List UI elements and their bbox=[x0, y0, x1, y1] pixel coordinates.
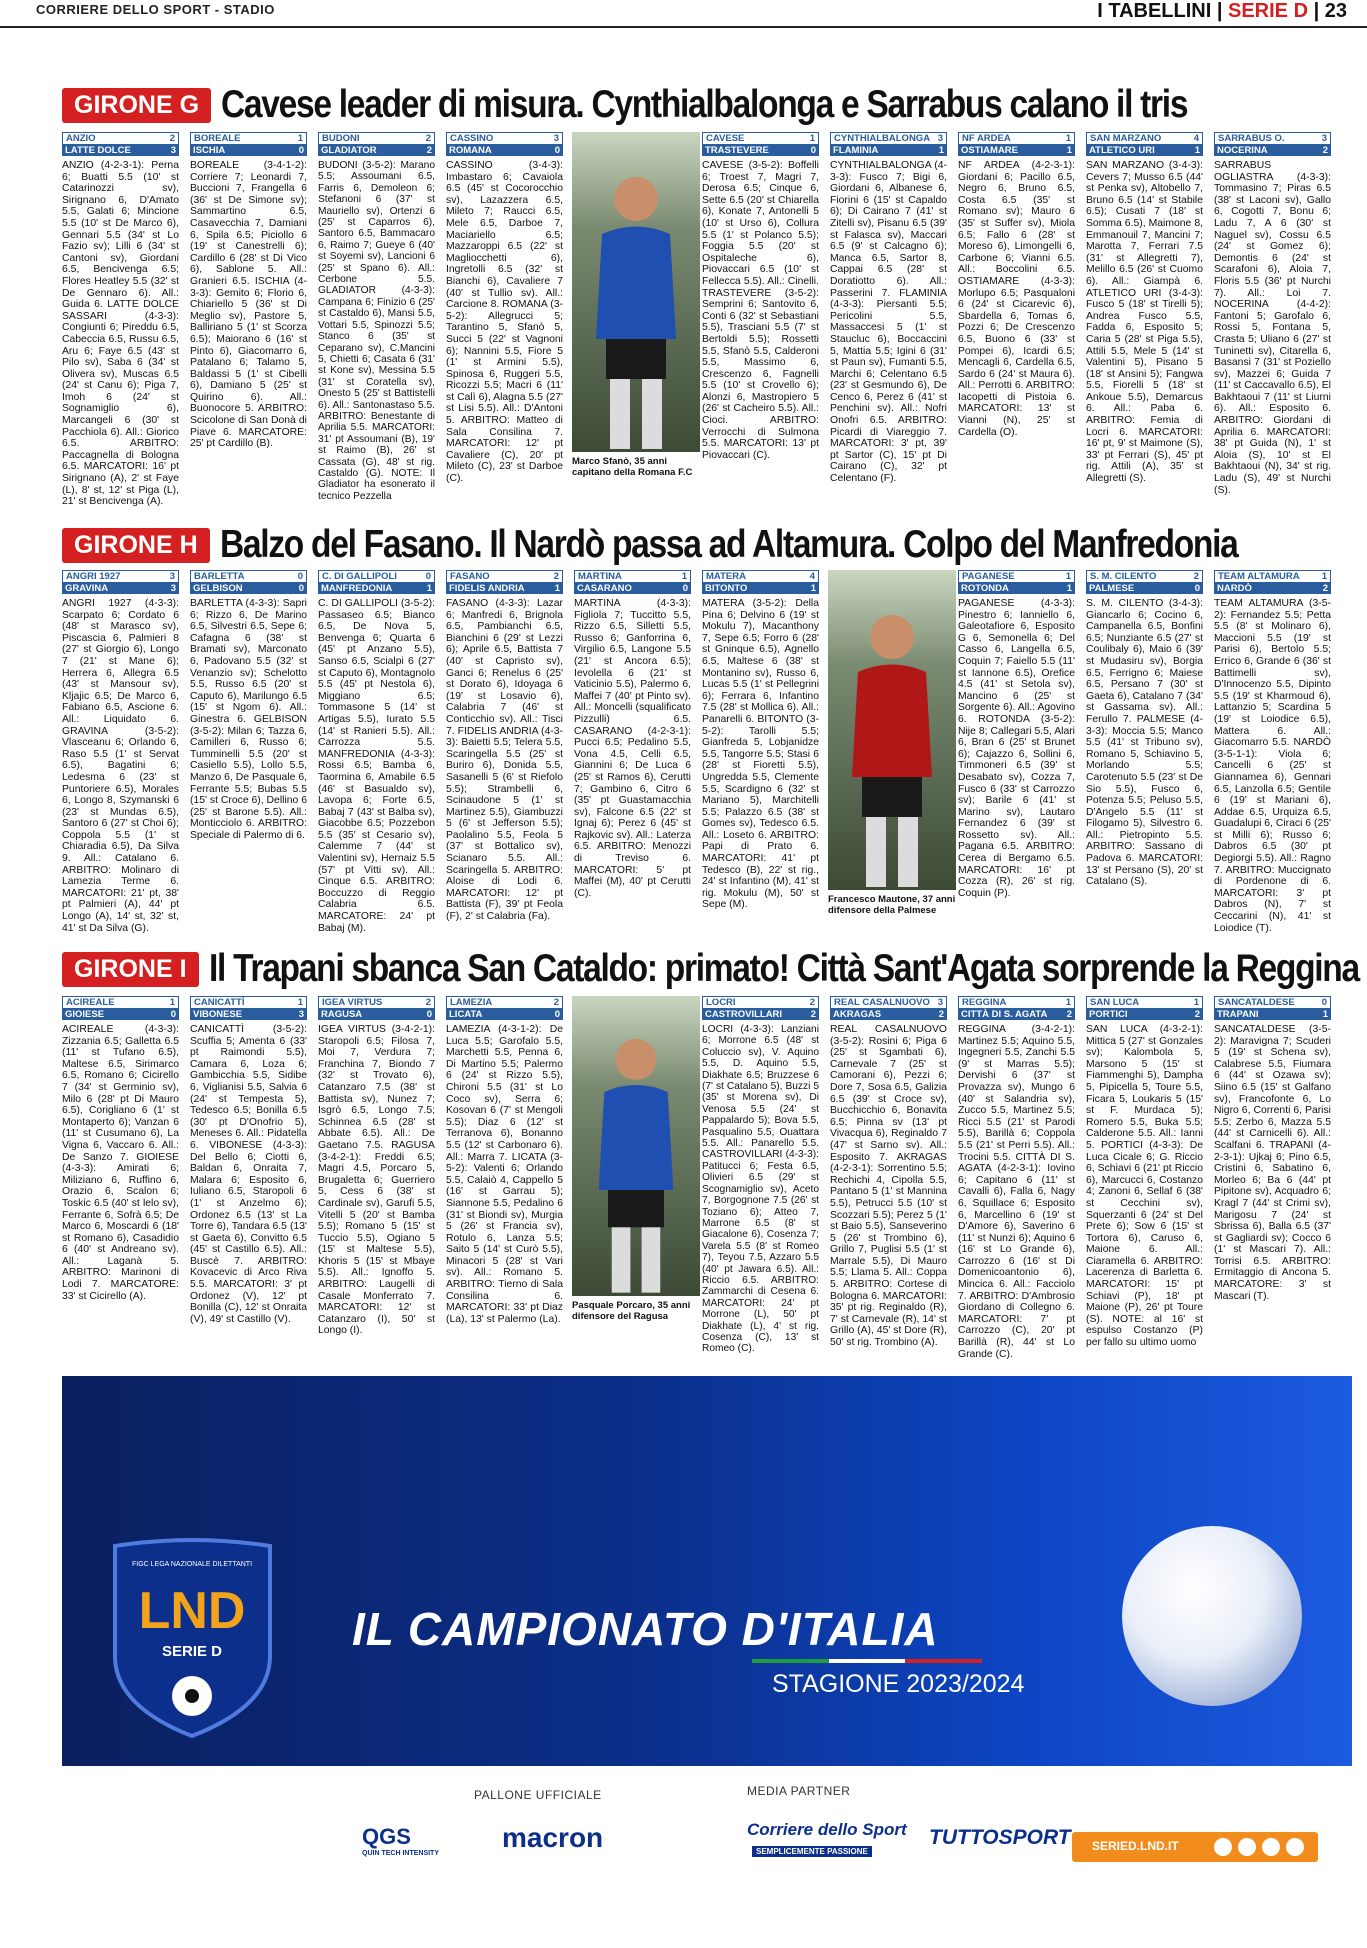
home-team: PAGANESE bbox=[962, 571, 1015, 582]
home-team: ACIREALE bbox=[66, 997, 115, 1008]
partner-label: MEDIA PARTNER bbox=[747, 1784, 851, 1798]
website-url[interactable]: SERIED.LND.IT bbox=[1092, 1839, 1179, 1853]
away-score: 0 bbox=[810, 145, 816, 156]
away-score: 1 bbox=[1066, 583, 1072, 594]
match-column bbox=[958, 996, 1075, 1360]
home-row bbox=[1086, 996, 1203, 1009]
match-column bbox=[62, 132, 179, 508]
match-column bbox=[62, 996, 179, 1302]
home-row bbox=[1214, 570, 1331, 583]
away-row bbox=[1086, 1009, 1203, 1020]
match-column bbox=[574, 570, 691, 899]
away-score: 2 bbox=[1194, 1009, 1200, 1020]
match-report: S. M. CILENTO (3-4-3): Giancarlo 6; Cocino 6, Campanella 6.5, Bonfini 6.5; Nunziante 6.5 (27' st Coulibaly 6), Maio 6 (39' st Mudasiru sv), Borgia 6.5, Ferrigno 6; Maiese 6.5, Persano 7 (30' st Gaeta 6), Catalano 7 (34' st Gassama sv). All.: Ferullo 7. PALMESE (4-3-3): Moccia 5.5; Manco 5.5 (41' st Tribuno sv), Romano 5, Schiavino 5, Morlando 5.5; Carotenuto 5.5 (23' st De Sio 5.5), Fusco 6, Potenza 5.5; Peluso 5.5, D'Angelo 5.5 (11' st Filogamo 5), Silvestro 6. All.: Pietropinto 5.5. ARBITRO: Sassano di Padova 6. MARCATORI: 13' st Persano (S), 20' st Catalano (S). bbox=[1086, 598, 1203, 888]
match-column bbox=[1086, 570, 1203, 888]
home-team: LOCRI bbox=[706, 997, 736, 1008]
section-header bbox=[62, 946, 1367, 992]
away-row bbox=[574, 583, 691, 594]
home-team: MATERA bbox=[706, 571, 746, 582]
player-photo bbox=[828, 570, 956, 916]
away-score: 0 bbox=[554, 1009, 560, 1020]
match-score bbox=[702, 996, 819, 1020]
away-row bbox=[702, 145, 819, 156]
home-row bbox=[318, 132, 435, 145]
away-team: GLADIATOR bbox=[321, 145, 377, 156]
away-team: FIDELIS ANDRIA bbox=[449, 583, 525, 594]
home-score: 4 bbox=[1193, 133, 1199, 144]
lnd-shield-logo bbox=[110, 1536, 275, 1741]
home-row bbox=[1086, 570, 1203, 583]
home-row bbox=[574, 570, 691, 583]
home-row bbox=[62, 132, 179, 145]
player-image bbox=[572, 132, 700, 452]
away-team: GIOIESE bbox=[65, 1009, 105, 1020]
match-report: LAMEZIA (4-3-1-2): De Luca 5.5; Garofalo 5.5, Marchetti 5.5, Penna 6, Di Martino 5.5; Palermo 6 (24' st Rizzo 5.5), Chironi 5.5 (31' st Lo Coco sv), Serra 6; Kosovan 6 (7' st Mengoli 5.5); Diaz 6 (12' st Terranova 6), Bonanno 5.5 (12' st Carbonaro 6). All.: Marra 7. LICATA (3-5-2): Valenti 6; Orlando 5.5, Calaiò 4, Cappello 5 (16' st Garrau 5); Siannone 5.5, Pedalino 6 (31' st Biondi sv), Murgia 5 (26' st Francia sv), Rotulo 6, Lanza 5.5; Saito 5 (14' st Curò 5.5), Minacori 5 (28' st Vari sv). All.: Romano 5. ARBITRO: Tierno di Sala Consilina 6. MARCATORI: 33' pt Diaz (La), 13' st Palermo (La). bbox=[446, 1024, 563, 1325]
match-score bbox=[1086, 132, 1203, 156]
home-row bbox=[958, 570, 1075, 583]
away-score: 2 bbox=[426, 145, 432, 156]
match-report: REGGINA (3-4-2-1): Martinez 5.5; Aquino 5.5, Ingegneri 5.5, Zanchi 5.5 (9' st Marras 5.5); Dervishi 6 (37' st Provazza sv), Mungo 6 (40' st Salandria sv), Zucco 5.5, Martinez 5.5; Ricci 5.5 (21' st Parodi 5.5), Barillà 6; Coppola 5.5 (21' st Perri 5.5). All.: Trocini 5.5. CITTÀ DI S. AGATA (4-2-3-1): Iovino 6; Capitano 6 (11' st Cavalli 6), Falla 6, Nagy 6, Squillace 6; Esposito 6, Marcellino 6 (19' st D'Amore 6), Saverino 6 (11' st Nunzi 6); Aquino 6 (16' st Lo Grande 6), Carrozzo 6 (16' st Di Domenicoantonio 6), Mincica 6. All.: Facciolo 7. ARBITRO: D'Ambrosio Giordano di Collegno 6. MARCATORI: 7' pt Carrozzo (C), 20' pt Barillà (R), 44' st Lo Grande (C). bbox=[958, 1024, 1075, 1360]
match-report: FASANO (4-3-3): Lazar 6; Manfredi 6, Brignola 6.5, Pambianchi 6.5, Bianchini 6 (29' st Lezzi 6); Aprile 6.5, Battista 7 (40' st Capristo sv), Ganci 6; Renelus 6 (25' st Dorato 6), Idoyaga 6 (19' st Losavio 6), Calabria 7 (46' st Conticchio sv). All.: Tisci 7. FIDELIS ANDRIA (4-3-3): Baietti 5.5; Telera 5.5, Scaringella 5.5 (25' st Buriro 6), Donida 5.5, Sasanelli 5 (6' st Riefolo 5.5); Strambelli 6, Scinaudone 5 (1' st Martinez 5.5), Giambuzzi 5 (6' st Jefferson 5.5); Paolalino 5.5, Feola 5 (37' st Bottalico sv), Scianaro 5.5. All.: Scaringella 5. ARBITRO: Aloise di Lodi 6. MARCATORI: 12' pt Battista (F), 39' pt Feola (F), 2' st Calabria (Fa). bbox=[446, 598, 563, 923]
match-score bbox=[446, 132, 563, 156]
home-row bbox=[190, 996, 307, 1009]
away-team: CITTÀ DI S. AGATA bbox=[961, 1009, 1048, 1020]
away-score: 0 bbox=[682, 583, 688, 594]
match-column bbox=[958, 132, 1075, 438]
home-score: 1 bbox=[1193, 997, 1199, 1008]
home-team: TEAM ALTAMURA bbox=[1218, 571, 1300, 582]
away-row bbox=[446, 1009, 563, 1020]
away-row bbox=[62, 1009, 179, 1020]
girone-label: GIRONE G bbox=[62, 88, 211, 123]
facebook-icon[interactable] bbox=[1214, 1838, 1232, 1856]
away-score: 1 bbox=[810, 583, 816, 594]
match-report: CAVESE (3-5-2): Boffelli 6; Troest 7, Magri 7, Derosa 6.5; Cinque 6, Sette 6.5 (20' st Chiarella 6), Konate 7, Antonelli 5 (10' st Urso 6), Collura 5.5 (1' st Polanco 5.5); Foggia 5.5 (20' st Ospitaleche 6), Piovaccari 6.5 (10' st Fellecca 5.5). All.: Cinelli. TRASTEVERE (3-5-2): Semprini 6; Santovito 6, Conti 6 (32' st Sebastiani 5.5), Trasciani 5.5 (7' st Bertoldi 5.5); Rossetti 5.5, Sfanò 5.5, Calderoni 5.5, Massimo 6, Crescenzo 6, Fagnelli 5.5 (10' st Crovello 6); Alonzi 6, Mastropiero 5 (26' st Cacheiro 5.5). All.: Cioci. ARBITRO: Verrocchi di Sulmona 5.5. MARCATORI: 13' pt Piovaccari (C). bbox=[702, 160, 819, 461]
match-score bbox=[62, 570, 179, 594]
home-score: 4 bbox=[809, 571, 815, 582]
away-team: FLAMINIA bbox=[833, 145, 879, 156]
home-team: SARRABUS O. bbox=[1218, 133, 1285, 144]
away-score: 3 bbox=[170, 583, 176, 594]
home-score: 1 bbox=[681, 571, 687, 582]
player-silhouette bbox=[582, 159, 690, 452]
match-report: PAGANESE (4-3-3): Pinestro 6; Ianniello 6, Galeotafiore 6, Esposito G 6, Semonella 6; Del Casso 6, Langella 6.5, Coquin 7; Faiello 5.5 (11' st Iannone 6.5), Orefice 4.5 (41' st Setola sv), Mancino 6 (25' st Sorgente 6). All.: Agovino 6. ROTONDA (3-5-2): Nije 8; Callegari 5.5, Alari 6, Bran 6 (25' st Brunet 6); Cajazzo 6, Sollini 6, Timmoneri 6.5 (39' st Desabato sv), Cozza 7, Fusco 6 (33' st Carrozzo sv); Barile 6 (41' st Marino sv), Lautaro Fernandez 6 (39' st Rossetto sv). All.: Pagana 6.5. ARBITRO: Cerea di Bergamo 6.5. MARCATORI: 16' pt Cozza (R), 26' st rig. Coquin (P). bbox=[958, 598, 1075, 899]
match-report: LOCRI (4-3-3): Lanziani 6; Morrone 6.5 (48' st Coluccio sv), V. Aquino 5.5, D. Aquino 5.5, Diakhate 6.5; Bruzzese 6 (7' st Catalano 5), Buzzi 5 (35' st Morena sv), Di Venosa 5.5 (24' st Pappalardo 5); Bova 5.5, Pasqualino 5.5, Ouattara 5.5. All.: Panarello 5.5. CASTROVILLARI (4-3-3): Patitucci 6; Festa 6.5, Olivieri 6.5 (29' st Scognamiglio sv), Aceto 7, Borgognone 7.5 (26' st Toziano 6); Atteo 7, Marrone 6.5 (8' st Giacalone 6), Cosenza 7; Varela 5.5 (8' st Romeo 7), Teyou 7.5, Azzaro 5.5 (40' pt Jawara 6.5). All.: Riccio 6.5. ARBITRO: Zammarchi di Cesena 6. MARCATORI: 24' pt Morrone (L), 50' pt Diakhate (L), 4' st rig. Cosenza (C), 13' st Romeo (C). bbox=[702, 1024, 819, 1355]
home-row bbox=[830, 996, 947, 1009]
away-team: GELBISON bbox=[193, 583, 243, 594]
away-row bbox=[190, 145, 307, 156]
home-row bbox=[830, 132, 947, 145]
ad-banner bbox=[62, 1376, 1352, 1766]
home-score: 3 bbox=[1321, 133, 1327, 144]
shield-sub-text: SERIE D bbox=[161, 1643, 223, 1660]
home-row bbox=[62, 570, 179, 583]
away-team: CASTROVILLARI bbox=[705, 1009, 783, 1020]
match-report: TEAM ALTAMURA (3-5-2): Fernandez 5.5; Petta 5.5 (8' st Molinaro 6), Maccioni 5.5 (19' st Parisi 6), Bertolo 5.5; Errico 6, Grande 6 (36' st Battimelli sv), D'Innocenzo 5.5, Dipinto 5.5 (19' st Kharmoud 6), Lattanzio 5; Scardina 5 (19' st Loiodice 6.5), Mattera 6. All.: Giacomarro 5.5. NARDÒ (3-5-1-1): Viola 6; Cancelli 6 (25' st Giannamea 6), Gennari 6.5, Lanzolla 6.5; Gentile 6 (19' st Mariani 6), Addae 6.5, Urquiza 6.5, Guadalupi 6, Ciraci 6 (25' st Milli 6); Russo 6; Dabros 6.5 (30' pt Degiorgi 5.5). All.: Ragno 7. ARBITRO: Muccignato di Pordenone di 6. MARCATORI: 3' pt Dabros (N), 7' st Ceccarini (N), 41' st Loiodice (T). bbox=[1214, 598, 1331, 934]
photo-caption: Francesco Mautone, 37 anni difensore della Palmese bbox=[828, 894, 956, 916]
away-row bbox=[318, 583, 435, 594]
away-team: AKRAGAS bbox=[833, 1009, 882, 1020]
match-report: IGEA VIRTUS (3-4-2-1): Staropoli 6.5; Filosa 7, Moi 7, Verdura 7; Franchina 7, Biondo 7 (32' st Trovato 6), Catanzaro 7.5 (38' st Battista sv), Nunez 7; Isgrò 6.5, Longo 7.5; Schinnea 6.5 (28' st Abbate 6.5). All.: De Gaetano 7.5. RAGUSA (3-4-2-1): Freddi 6.5; Magri 4.5, Porcaro 5, Brugaletta 6; Guerriero 5, Cess 6 (38' st Cardinale sv), Garufi 5.5, Vitelli 5 (20' st Bamba 5.5); Romano 5 (15' st Tuccio 5.5), Ogiano 5 (15' st Maltese 5.5), Khoris 5 (15' st Mbaye 5.5). All.: Ignoffo 5. ARBITRO: Laugelli di Casale Monferrato 7. MARCATORI: 12' st Catanzaro (I), 50' st Longo (I). bbox=[318, 1024, 435, 1337]
away-row bbox=[702, 1009, 819, 1020]
home-row bbox=[702, 570, 819, 583]
publication-header: CORRIERE DELLO SPORT - STADIO bbox=[36, 2, 275, 17]
match-report: C. DI GALLIPOLI (3-5-2): Passaseo 6.5; Bianco 6.5, De Nova 5, Benvenga 6; Quarta 6 (45' pt Anzano 5.5), Sanso 6.5, Scialpi 6 (27' st Caputo 6), Montagnolo 5.5 (45' pt Nestola 6), Miggiano 6.5; Tommasone 5 (14' st Artigas 5.5), Iurato 5.5 (14' st Ranieri 5.5). All.: Carrozza 5.5. MANFREDONIA (4-3-3): Rossi 6.5; Bamba 6, Taormina 6, Amabile 6.5 (46' st Basualdo sv), Lavopa 6; Forte 6.5, Babaj 7 (43' st Balba sv), Giacobbe 6.5; Pozzebon 5.5 (35' st Cesario sv), Calemme 7 (44' st Valentini sv), Hernaiz 5.5 (57' pt Vitti sv). All.: Cinque 6.5. ARBITRO: Boccuzzo di Reggio Calabria 6.5. MARCATORE: 24' pt Babaj (M). bbox=[318, 598, 435, 934]
sponsor-qgs-sub: QUIN TECH INTENSITY bbox=[362, 1850, 440, 1857]
home-row bbox=[702, 132, 819, 145]
home-team: ANZIO bbox=[66, 133, 96, 144]
player-silhouette bbox=[838, 597, 946, 890]
match-report: BARLETTA (4-3-3): Sapri 6; Rizzo 6, De Marino 6.5, Silvestri 6.5, Sepe 6; Cafagna 6 (38' st Bramati sv), Marconato 6, Padovano 5.5 (32' st Venanzio sv); Schelotto 5.5, Russo 6.5 (20' st Caputo 6), Marilungo 6.5 (15' st Ngom 6). All.: Ginestra 6. GELBISON (3-5-2): Milan 6; Tazza 6, Camilleri 6, Russo 6; Tumminelli 5.5 (20' st Casiello 5.5), Lollo 5.5, Manzo 6, De Pasquale 6, Ferrante 5.5; Bubas 5.5 (15' st Croce 6), Dellino 6 (25' st Barone 5.5). All.: Monticciolo 6. ARBITRO: Speciale di Palermo di 6. bbox=[190, 598, 307, 841]
away-score: 0 bbox=[170, 1009, 176, 1020]
match-report: SAN MARZANO (3-4-3): Cevers 7; Musso 6.5 (44' st Penka sv), Altobello 7, Bruno 6.5 (14' st Stabile 6.5); Cusati 7 (18' st Somma 6.5), Maimone 8, Emmanouil 7, Mancini 7; Marotta 7, Ferrari 7.5 (31' st Allegretti 7), Melillo 6.5 (26' st Cuomo 6). All.: Giampà 6. ATLETICO URI (3-4-3): Fusco 5 (18' st Tirelli 5); Andrea Fusco 5.5, Fadda 6, Esposito 5; Caria 5 (28' st Piga 5.5), Attili 5.5, Mele 5 (14' st Valentini 5), Pisano 5 (18' st Ansini 5); Fangwa 5.5, Fiorelli 5 (18' st Ankoue 5.5), Demarcus 6. All.: Paba 6. ARBITRO: Femia di Locri 6. MARCATORI: 16' pt, 9' st Maimone (S), 33' pt Ferrari (S), 45' pt rig. Attili (A), 35' st Allegretti (S). bbox=[1086, 160, 1203, 485]
match-score bbox=[574, 570, 691, 594]
match-score bbox=[1214, 132, 1331, 156]
match-report: ANZIO (4-2-3-1): Perna 6; Buatti 5.5 (10' st Catarinozzi sv), Sirignano 6, D'Amato 5.5, Galati 6; Mincione 5.5 (10' st De Marco 6), Gennari 5.5 (34' st Lo Fazio sv); Lilli 6 (34' st Cantoni sv), Giordani 6.5, Bencivenga 6.5; Flores Heatley 5.5 (32' st De Gennaro 6). All.: Guida 6. LATTE DOLCE SASSARI (4-3-3): Congiunti 6; Pireddu 6.5, Cabeccia 6.5, Russu 6.5, Aru 6; Faye 6.5 (43' st Pilo sv), Saba 6 (34' st Olivera sv), Muscas 6.5 (24' st Canu 6); Piga 7, Imoh 6 (24' st Sognamiglio 6), Marcangeli 6 (30' st Pacchiola 6). All.: Giorico 6.5. ARBITRO: Paccagnella di Bologna 6.5. MARCATORI: 16' pt Sirignano (A), 2' st Faye (L), 8' st, 12' st Piga (L), 21' st Bencivenga (A). bbox=[62, 160, 179, 508]
match-score bbox=[1214, 570, 1331, 594]
away-team: MANFREDONIA bbox=[321, 583, 393, 594]
away-row bbox=[1086, 145, 1203, 156]
instagram-icon[interactable] bbox=[1238, 1838, 1256, 1856]
away-row bbox=[62, 145, 179, 156]
home-team: S. M. CILENTO bbox=[1090, 571, 1157, 582]
away-row bbox=[958, 583, 1075, 594]
home-team: SAN MARZANO bbox=[1090, 133, 1162, 144]
home-team: MARTINA bbox=[578, 571, 622, 582]
match-score bbox=[190, 570, 307, 594]
match-report: BUDONI (3-5-2): Marano 5.5; Assoumani 6.5, Farris 6, Demoleon 6; Stefanoni 6 (37' st Mauriello sv), Ortenzi 6 (25' st Caparros 6), Santoro 6.5, Bammacaro 6, Raimo 7; Gueye 6 (40' st Soyemi sv), Lancioni 6 (25' st Spano 6). All.: Cerbone 5.5. GLADIATOR (4-3-3): Campana 6; Finizio 6 (25' st Castaldo 6), Mansi 5.5, Vottari 5.5, Spinozzi 5.5; Stanco 6 (35' st Ceparano sv), C.Mancini 5, Chietti 6; Casata 6 (31' st Kone sv), Messina 5.5 (31' st Coratella sv), Onesto 5 (25' st Battistelli 6). All.: Santonastaso 5.5. ARBITRO: Benestante di Aprilia 5.5. MARCATORI: 31' pt Assoumani (B), 19' st Raimo (B), 26' st Cassata (G), 48' st rig. Castaldo (G). NOTE: Il Gladiator ha esonerato il tecnico Pezzella bbox=[318, 160, 435, 502]
sponsor-qgs: QGS bbox=[362, 1824, 411, 1849]
match-column bbox=[1086, 132, 1203, 485]
match-column bbox=[702, 996, 819, 1355]
home-row bbox=[190, 132, 307, 145]
match-score bbox=[62, 132, 179, 156]
away-score: 1 bbox=[1322, 1009, 1328, 1020]
home-team: BUDONI bbox=[322, 133, 360, 144]
website-bar[interactable] bbox=[1072, 1832, 1318, 1862]
player-silhouette bbox=[582, 1022, 690, 1296]
home-row bbox=[958, 132, 1075, 145]
match-score bbox=[958, 996, 1075, 1020]
match-score bbox=[318, 570, 435, 594]
home-score: 1 bbox=[1065, 997, 1071, 1008]
home-score: 2 bbox=[809, 997, 815, 1008]
girone-label: GIRONE I bbox=[62, 952, 199, 987]
home-team: CANICATTÌ bbox=[194, 997, 245, 1008]
away-score: 3 bbox=[170, 145, 176, 156]
match-column bbox=[830, 996, 947, 1349]
away-score: 0 bbox=[1194, 583, 1200, 594]
sponsor-corriere-sub: SEMPLICEMENTE PASSIONE bbox=[752, 1846, 872, 1857]
away-team: ROTONDA bbox=[961, 583, 1009, 594]
home-score: 1 bbox=[1065, 571, 1071, 582]
match-report: CYNTHIALBALONGA (4-3-3): Fusco 7; Bigi 6, Giordani 6, Albanese 6, Fiorini 6 (15' st Capaldo 6); Di Cairano 7 (41' st Zitelli sv), Pisanu 6.5 (39' st Falasca sv), Maccari 6.5 (9' st Calcagno 6); Manca 6.5, Sartor 8, Cappai 6.5 (28' st Doratiotto 6). All.: Passerini 7. FLAMINIA (4-3-3): Piersanti 5.5; Pericolini 5.5, Massaccesi 5 (1' st Staucluc 6), Boccaccini 5, Mattia 5.5; Igini 6 (31' st Paun sv), Fumanti 5.5, Marchi 6; Celentano 6.5 (23' st Gesmundo 6), De Cenco 6, Perez 6 (41' st Penchini sv). All.: Nofri Onofri 6.5. ARBITRO: Picardi di Viareggio 7. MARCATORI: 3' pt, 39' pt Sartor (C), 15' pt Di Cairano (C), 32' pt Celentano (F). bbox=[830, 160, 947, 485]
match-report: ACIREALE (4-3-3): Zizzania 6.5; Galletta 6.5 (11' st Tufano 6.5), Maltese 6.5, Sirimarco 6.5, Romano 6; Cicirello 7 (34' st Germinio sv), Milo 6 (28' pt Di Mauro 6.5), Corigliano 6 (1' st Montaperto 6); Vanzan 6 (11' st Cusumano 6), La Vigna 6, Vaccaro 6. All.: De Sanzo 7. GIOIESE (4-3-3): Amirati 6; Miliziano 6, Ruffino 6, Orazio 6, Scalon 6; Toskic 6.5 (40' st lelo sv), Ferrante 6, Sofrà 6.5; De Marco 6, Moscardi 6 (18' st Romano 6), Casadidio 6 (40' st Andreano sv). All.: Laganà 5. ARBITRO: Marinoni di Lodi 7. MARCATORE: 33' st Cicirello (A). bbox=[62, 1024, 179, 1302]
away-team: PORTICI bbox=[1089, 1009, 1128, 1020]
shield-top-text: FIGC LEGA NAZIONALE DILETTANTI bbox=[131, 1561, 253, 1568]
home-row bbox=[1214, 132, 1331, 145]
home-team: CYNTHIALBALONGA bbox=[834, 133, 931, 144]
player-photo bbox=[572, 132, 700, 478]
away-team: TRASTEVERE bbox=[705, 145, 769, 156]
sponsor-macron: macron bbox=[502, 1822, 604, 1853]
home-score: 3 bbox=[553, 133, 559, 144]
match-score bbox=[958, 570, 1075, 594]
away-row bbox=[1086, 583, 1203, 594]
away-score: 2 bbox=[1322, 583, 1328, 594]
home-score: 1 bbox=[809, 133, 815, 144]
home-team: BARLETTA bbox=[194, 571, 245, 582]
match-column bbox=[1086, 996, 1203, 1349]
match-score bbox=[702, 132, 819, 156]
match-score bbox=[190, 996, 307, 1020]
home-row bbox=[1214, 996, 1331, 1009]
match-report: MARTINA (4-3-3): Figliola 7; Tuccitto 5.5, Rizzo 6.5, Silletti 5.5, Russo 6; Ganforrina 6, Virgilio 6.5, Langone 5.5 (21' st Ancora 6.5); Ievolella 6 (21' st Vaticinio 5.5), Palermo 6, Maffei 7 (40' pt Pinto sv). All.: Moncelli (squalificato Pizzulli) 6.5. CASARANO (4-2-3-1): Pucci 6.5; Pedalino 5.5, Vona 4.5, Celli 6.5, Giannini 6; De Luca 6 (25' st Ramos 6), Cerutti 7; Gambino 6, Citro 6 (35' pt Guastamacchia sv), Falcone 6.5 (22' st Ignaj 6); Perez 6 (45' st Rajkovic sv). All.: Laterza 6.5. ARBITRO: Menozzi di Treviso 6. MARCATORI: 5' pt Maffei (M), 40' pt Cerutti (C). bbox=[574, 598, 691, 899]
match-score bbox=[62, 996, 179, 1020]
away-team: RAGUSA bbox=[321, 1009, 363, 1020]
home-team: LAMEZIA bbox=[450, 997, 493, 1008]
ad-title: IL CAMPIONATO D'ITALIA bbox=[352, 1603, 939, 1655]
section-header bbox=[62, 522, 1367, 568]
match-column bbox=[958, 570, 1075, 899]
match-score bbox=[958, 132, 1075, 156]
match-score bbox=[318, 132, 435, 156]
home-row bbox=[446, 996, 563, 1009]
away-score: 0 bbox=[554, 145, 560, 156]
away-team: ROMANA bbox=[449, 145, 492, 156]
player-photo bbox=[572, 996, 700, 1322]
away-score: 1 bbox=[554, 583, 560, 594]
away-score: 1 bbox=[1066, 145, 1072, 156]
match-score bbox=[318, 996, 435, 1020]
away-row bbox=[446, 583, 563, 594]
section-headline: Balzo del Fasano. Il Nardò passa ad Altamura. Colpo del Manfredonia bbox=[219, 523, 1238, 566]
away-team: BITONTO bbox=[705, 583, 748, 594]
home-row bbox=[318, 996, 435, 1009]
match-report: SAN LUCA (4-3-2-1): Mittica 5 (27' st Gonzales sv); Kalombola 5, Marsono 5 (15' st Fiammenghi 5), Dampha 5, Pipicella 5, Toure 5.5, Ficara 5, Loukaris 5 (15' st F. Murdaca 5); Romero 5.5, Buka 5.5; Calderone 5.5. All.: Ianni 5. PORTICI (4-3-3): De Luca Cicale 6; G. Riccio 6, Schiavi 6 (21' pt Riccio 6), Marcucci 6, Costanzo 4; Zanoni 6, Sellaf 6 (38' st Cecchini sv), Squerzanti 6 (24' st Del Prete 6); Sow 6 (15' st Tortora 6), Caruso 6, Maione 6. All.: Ciaramella 6. ARBITRO: Lacerenza di Barletta 6. MARCATORI: 15' pt Schiavi (P), 18' pt Maione (P), 26' pt Toure (S). NOTE: al 16' st espulso Costanzo (P) per fallo su ultimo uomo bbox=[1086, 1024, 1203, 1349]
away-row bbox=[318, 1009, 435, 1020]
x-icon[interactable] bbox=[1262, 1838, 1280, 1856]
italian-flag bbox=[752, 1659, 982, 1663]
match-score bbox=[830, 996, 947, 1020]
home-team: REGGINA bbox=[962, 997, 1007, 1008]
home-team: IGEA VIRTUS bbox=[322, 997, 383, 1008]
match-report: NF ARDEA (4-2-3-1): Giordani 6; Pacillo 6.5, Negro 6, Bruno 6.5, Costa 6.5 (35' st Romano sv); Mauro 6 (35' st Suffer sv), Miola 6.5; Fallo 6 (28' st Moreso 6), Limongelli 6, Carbone 6; Vianni 6.5. All.: Boccolini 6.5. OSTIAMARE (4-3-3): Morlupo 6.5; Pasqualoni 6 (24' st Cicarevic 6), Sbardella 6, Tomas 6, Pozzi 6; De Crescenzo 6.5, Buono 6 (33' st Pompei 6), Icardi 6.5; Mencagli 6, Cardella 6.5, Sardo 6 (24' st Maura 6). All.: Perrotti 6. ARBITRO: Iacopetti di Pistoia 6. MARCATORI: 13' st Vianni (N), 25' st Cardella (O). bbox=[958, 160, 1075, 438]
ball-label: PALLONE UFFICIALE bbox=[474, 1788, 602, 1802]
player-image bbox=[828, 570, 956, 890]
match-column bbox=[190, 132, 307, 450]
away-team: NOCERINA bbox=[1217, 145, 1268, 156]
home-team: REAL CASALNUOVO bbox=[834, 997, 930, 1008]
sponsor-strip bbox=[62, 1766, 1352, 1896]
away-row bbox=[958, 145, 1075, 156]
section-headline: Il Trapani sbanca San Cataldo: primato! Città Sant'Agata sorprende la Reggina bbox=[208, 947, 1359, 990]
away-score: 0 bbox=[426, 1009, 432, 1020]
match-score bbox=[446, 996, 563, 1020]
match-score bbox=[190, 132, 307, 156]
home-score: 3 bbox=[937, 997, 943, 1008]
player-image bbox=[572, 996, 700, 1296]
match-column bbox=[1214, 996, 1331, 1302]
away-row bbox=[830, 1009, 947, 1020]
photo-caption: Pasquale Porcaro, 35 anni difensore del Ragusa bbox=[572, 1300, 691, 1322]
home-row bbox=[702, 996, 819, 1009]
match-score bbox=[1086, 570, 1203, 594]
away-team: LATTE DOLCE bbox=[65, 145, 131, 156]
away-row bbox=[1214, 1009, 1331, 1020]
photo-caption: Marco Sfanò, 35 anni capitano della Romana F.C bbox=[572, 456, 693, 478]
away-row bbox=[830, 145, 947, 156]
away-row bbox=[1214, 583, 1331, 594]
match-report: MATERA (3-5-2): Della Pina 6; Delvino 6 (19' st Mokulu 7), Macanthony 7, Sepe 6.5; Forro 6 (28' st Gninque 6.5), Agnello 6.5, Maltese 6 (38' st Montanino sv), Russo 6, Lucas 5.5 (1' st Pellegrini 6); Ferrara 6, Infantino 7.5 (28' st Mollica 6). All.: Panarelli 6. BITONTO (3-5-2): Tarolli 5.5; Gianfreda 5, Lobjanidze 5.5, Tangorre 5.5; Stasi 6 (28' st Fioretti 5.5), Ungredda 5.5, Clemente 5.5, Scardigno 6 (32' st Mariano 5), Marchitelli 5.5; Palazzo 6.5 (38' st Gomes sv), Tedesco 6.5. All.: Loseto 6. ARBITRO: Papi di Prato 6. MARCATORI: 41' pt Tedesco (B), 22' st rig., 24' st Infantino (M), 41' st rig. Mokulu (M), 50' st Sepe (M). bbox=[702, 598, 819, 911]
sponsor-tuttosport: TUTTOSPORT bbox=[929, 1826, 1071, 1849]
home-score: 2 bbox=[425, 997, 431, 1008]
away-team: GRAVINA bbox=[65, 583, 109, 594]
match-column bbox=[446, 132, 563, 485]
sponsor-corriere: Corriere dello Sport bbox=[747, 1820, 907, 1839]
home-score: 1 bbox=[297, 133, 303, 144]
home-row bbox=[190, 570, 307, 583]
match-column bbox=[190, 570, 307, 841]
home-score: 0 bbox=[425, 571, 431, 582]
home-score: 3 bbox=[937, 133, 943, 144]
lnd-advertisement bbox=[62, 1376, 1352, 1896]
match-column bbox=[318, 132, 435, 502]
away-row bbox=[190, 1009, 307, 1020]
match-report: BOREALE (3-4-1-2): Corriere 7; Leonardi 7, Buccioni 7, Frangella 6 (36' st De Simone sv); Sammartino 6.5, Casavecchia 7, Damiani 6, Spila 6.5; Piciollo 6 (19' st Canestrelli 6); Cardillo 6 (28' st Di Vico 6), Sablone 5. All.: Granieri 6.5. ISCHIA (4-3-3): Gemito 6; Florio 6, Chiariello 5 (36' st Di Meglio sv), Pastore 5, Balliriano 5 (1' st Scorza 6.5); Maiorano 6 (16' st Pinto 6), Giacomarro 6, Patalano 6; Talamo 5, Baldassi 5 (1' st Cibelli 6), Damiano 5 (25' st Quirino 6). All.: Buonocore 5. ARBITRO: Scicolone di San Donà di Piave 6. MARCATORE: 25' pt Cardillo (B). bbox=[190, 160, 307, 450]
match-column bbox=[830, 132, 947, 485]
home-score: 2 bbox=[1193, 571, 1199, 582]
home-score: 2 bbox=[553, 571, 559, 582]
match-column bbox=[62, 570, 179, 934]
away-row bbox=[958, 1009, 1075, 1020]
away-team: PALMESE bbox=[1089, 583, 1135, 594]
official-ball-image bbox=[1122, 1526, 1302, 1706]
away-score: 2 bbox=[1322, 145, 1328, 156]
girone-label: GIRONE H bbox=[62, 528, 210, 563]
match-column bbox=[702, 570, 819, 911]
away-score: 3 bbox=[298, 1009, 304, 1020]
youtube-icon[interactable] bbox=[1286, 1838, 1304, 1856]
match-report: REAL CASALNUOVO (3-5-2): Rosini 6; Piga 6 (25' st Sgambati 6), Carnevale 7 (25' st Camorani 6), Pezzi 6; Dore 7, Sosa 6.5, Galizia 6.5 (39' st Croce sv), Bucchicchio 6, Bonavita 6.5; Pinna sv (13' pt Vivacqua 6), Reginaldo 7 (47' st Sarno sv). All.: Esposito 7. AKRAGAS (4-2-3-1): Sorrentino 5.5; Rechichi 4, Cipolla 5.5, Pantano 5 (1' st Mannina 5.5), Petrucci 5.5 (10' st Scozzari 5.5); Perez 5 (1' st Baio 5.5), Sanseverino 5 (26' st Trombino 6), Grillo 7, Puglisi 5.5 (1' st Marrale 5.5), Di Mauro 5.5; Llama 5. All.: Coppa 5. ARBITRO: Cortese di Bologna 6. MARCATORI: 35' pt rig. Reginaldo (R), 7' st Carnevale (R), 14' st Grillo (A), 45' st Dore (R), 50' st rig. Trombino (A). bbox=[830, 1024, 947, 1349]
match-score bbox=[446, 570, 563, 594]
match-score bbox=[830, 132, 947, 156]
match-report: SANCATALDESE (3-5-2): Maravigna 7; Scuderi 5 (19' st Schena sv), Calabrese 5.5, Fiumara 6 (44' st Ozawa sv); Siino 6.5 (15' st Galfano sv), Francofonte 6, Lo Nigro 6, Correnti 6, Parisi 5.5; Zerbo 6, Mazza 5.5 (44' st Carnicelli 6). All.: Scalfani 6. TRAPANI (4-2-3-1): Ujkaj 6; Pino 6.5, Cristini 6, Sabatino 6, Morleo 6; Ba 6 (44' pt Pipitone sv), Acquadro 6; Kragl 7 (44' st Crimi sv), Marigosu 7 (24' st Sbrissa 6), Balla 6.5 (37' st Gagliardi sv); Cocco 6 (1' st Mascari 7). All.: Torrisi 6.5. ARBITRO: Ermitaggio di Ancona 5. MARCATORE: 3' st Mascari (T). bbox=[1214, 1024, 1331, 1302]
home-row bbox=[446, 570, 563, 583]
away-team: NARDÒ bbox=[1217, 583, 1252, 594]
away-score: 1 bbox=[938, 145, 944, 156]
home-score: 0 bbox=[1321, 997, 1327, 1008]
away-team: TRAPANI bbox=[1217, 1009, 1259, 1020]
home-score: 2 bbox=[169, 133, 175, 144]
shield-main-text: LND bbox=[138, 1582, 246, 1640]
home-score: 0 bbox=[297, 571, 303, 582]
home-score: 2 bbox=[425, 133, 431, 144]
page-topbar bbox=[0, 0, 1367, 28]
away-score: 2 bbox=[1066, 1009, 1072, 1020]
match-column bbox=[1214, 570, 1331, 934]
match-score bbox=[1086, 996, 1203, 1020]
away-team: CASARANO bbox=[577, 583, 632, 594]
home-score: 1 bbox=[1065, 133, 1071, 144]
match-column bbox=[1214, 132, 1331, 496]
match-report: CASSINO (3-4-3): Imbastaro 6; Cavaiola 6.5 (45' st Cocorocchio sv), Lazazzera 6.5, Mileto 7; Raucci 6.5, Mele 6.5, Darboe 7, Maciariello 6.5; Mazzaroppi 6.5 (22' st Magliocchetti 6), Ingretolli 6.5 (32' st Bianchi 6), Cavaliere 7 (40' st Tullio sv). All.: Carcione 8. ROMANA (3-5-2): Allegrucci 5; Tarantino 5, Sfanò 5, Succi 5 (22' st Vagnoni 6); Nannini 5.5, Fiore 5 (1' st Armini 5.5), Spinosa 6, Ruggeri 5.5, Ricozzi 5.5; Macri 6 (11' st Calì 6), Alagna 5.5 (27' st Lisi 5.5). All.: D'Antoni 5. ARBITRO: Matteo di Sala Consilina 7. MARCATORI: 12' pt Cavaliere (C), 20' pt Mileto (C), 23' st Darboe (C). bbox=[446, 160, 563, 485]
match-score bbox=[702, 570, 819, 594]
ad-season: STAGIONE 2023/2024 bbox=[772, 1670, 1025, 1698]
match-score bbox=[1214, 996, 1331, 1020]
match-column bbox=[446, 570, 563, 923]
away-row bbox=[62, 583, 179, 594]
section-header: I TABELLINI | SERIE D | 23 bbox=[1097, 0, 1347, 22]
home-team: CASSINO bbox=[450, 133, 494, 144]
away-row bbox=[702, 583, 819, 594]
home-team: SAN LUCA bbox=[1090, 997, 1140, 1008]
match-column bbox=[446, 996, 563, 1325]
home-row bbox=[318, 570, 435, 583]
home-score: 1 bbox=[169, 997, 175, 1008]
away-score: 1 bbox=[1194, 145, 1200, 156]
home-team: C. DI GALLIPOLI bbox=[322, 571, 397, 582]
home-team: SANCATALDESE bbox=[1218, 997, 1295, 1008]
match-report: CANICATTÌ (3-5-2): Scuffia 5; Amenta 6 (33' pt Raimondi 5.5), Camara 6, Loza 6; Gambicchia 5.5, Sidibe 6, Viglianisi 5.5, Salvia 6 (24' st Tempesta 5), Tedesco 6.5; Bonilla 6.5 (30' pt D'Onofrio 5), Meneses 6. All.: Pidatella 6. VIBONESE (4-3-3): Del Bello 6; Ciotti 6, Baldan 6, Onraita 7, Malara 6; Esposito 6, Iuliano 6.5, Staropoli 6 (1' st Anzelmo 6); Ordonez 6.5 (13' st La Torre 6), Tandara 6.5 (13' st Gaeta 6), Convitto 6.5 (45' st Castillo 6.5). All.: Buscè 7. ARBITRO: Kovacevic di Arco Riva 5.5. MARCATORI: 3' pt Ordonez (V), 12' pt Bonilla (C), 12' st Onraita (V), 49' st Castillo (V). bbox=[190, 1024, 307, 1325]
match-column bbox=[318, 570, 435, 934]
home-team: CAVESE bbox=[706, 133, 745, 144]
away-row bbox=[1214, 145, 1331, 156]
home-row bbox=[62, 996, 179, 1009]
home-score: 1 bbox=[297, 997, 303, 1008]
home-team: FASANO bbox=[450, 571, 490, 582]
home-team: NF ARDEA bbox=[962, 133, 1011, 144]
section-header bbox=[62, 82, 1344, 128]
away-row bbox=[446, 145, 563, 156]
away-team: ISCHIA bbox=[193, 145, 226, 156]
away-score: 2 bbox=[938, 1009, 944, 1020]
match-report: ANGRI 1927 (4-3-3): Scarpato 6; Cordato 6 (48' st Marasco sv), Piscascia 6, Palmieri 8 (27' st Giorgio 6), Longo 7 (21' st Mane 6); Herrera 6, Allegra 6.5 (43' st Mansour sv), Kljajic 6.5; De Marco 6, Fabiano 6.5, Ascione 6. All.: Liquidato 6. GRAVINA (3-5-2): Vlasceanu 6; Orlando 6, Raso 5.5 (1' st Servat 6.5), Bagatini 6; Ledesma 6 (23' st Puntoriere 6.5), Morales 6, Longo 8, Szymanski 6 (23' st Mundas 6.5), Santoro 6 (27' st Choi 6); Coppola 5.5 (1' st Chiaradia 6.5), Da Silva 9. All.: Catalano 6. ARBITRO: Molinaro di Lamezia Terme 6. MARCATORI: 21' pt, 38' pt Palmieri (A), 44' pt Longo (A), 14' st, 32' st, 41' st Da Silva (G). bbox=[62, 598, 179, 934]
home-row bbox=[1086, 132, 1203, 145]
home-team: ANGRI 1927 bbox=[66, 571, 121, 582]
away-score: 0 bbox=[298, 145, 304, 156]
home-score: 1 bbox=[1321, 571, 1327, 582]
away-team: VIBONESE bbox=[193, 1009, 243, 1020]
away-row bbox=[190, 583, 307, 594]
away-row bbox=[318, 145, 435, 156]
away-score: 2 bbox=[810, 1009, 816, 1020]
home-score: 2 bbox=[553, 997, 559, 1008]
home-team: BOREALE bbox=[194, 133, 241, 144]
section-headline: Cavese leader di misura. Cynthialbalonga e Sarrabus calano il tris bbox=[221, 83, 1188, 126]
away-team: ATLETICO URI bbox=[1089, 145, 1155, 156]
match-column bbox=[190, 996, 307, 1325]
home-row bbox=[958, 996, 1075, 1009]
home-score: 3 bbox=[169, 571, 175, 582]
match-report: SARRABUS OGLIASTRA (4-3-3): Tommasino 7; Piras 6.5 (38' st Laconi sv), Gallo 6, Cogotti 7, Bonu 6; Ladu 7, A 6 (30' st Naguel sv), Cossu 6.5 (24' st Gomez 6); Demontis 6 (24' st Scarafoni 6), Aloia 7, Floris 5.5 (36' pt Nurchi 7). All.: Loi 7. NOCERINA (4-4-2): Fantoni 5; Garofalo 6, Rossi 5, Fontana 5, Crasta 5; Uliano 6 (27' st Tuninetti sv), Citarella 6, Basansi 7 (31' st Poziello sv), Mazzei 6; Guida 7 (11' st Caccavallo 6.5), El Bakhtaoui 7 (11' st Liurni 6). All.: Esposito 6. ARBITRO: Giordani di Aprilia 6. MARCATORI: 38' pt Guida (N), 1' st Aloia (S), 10' st El Bakhtaoui (N), 34' st rig. Ladu (S), 49' st Nurchi (S). bbox=[1214, 160, 1331, 496]
away-team: OSTIAMARE bbox=[961, 145, 1018, 156]
away-score: 0 bbox=[298, 583, 304, 594]
home-row bbox=[446, 132, 563, 145]
away-team: LICATA bbox=[449, 1009, 483, 1020]
away-score: 1 bbox=[426, 583, 432, 594]
match-column bbox=[702, 132, 819, 461]
match-column bbox=[318, 996, 435, 1337]
